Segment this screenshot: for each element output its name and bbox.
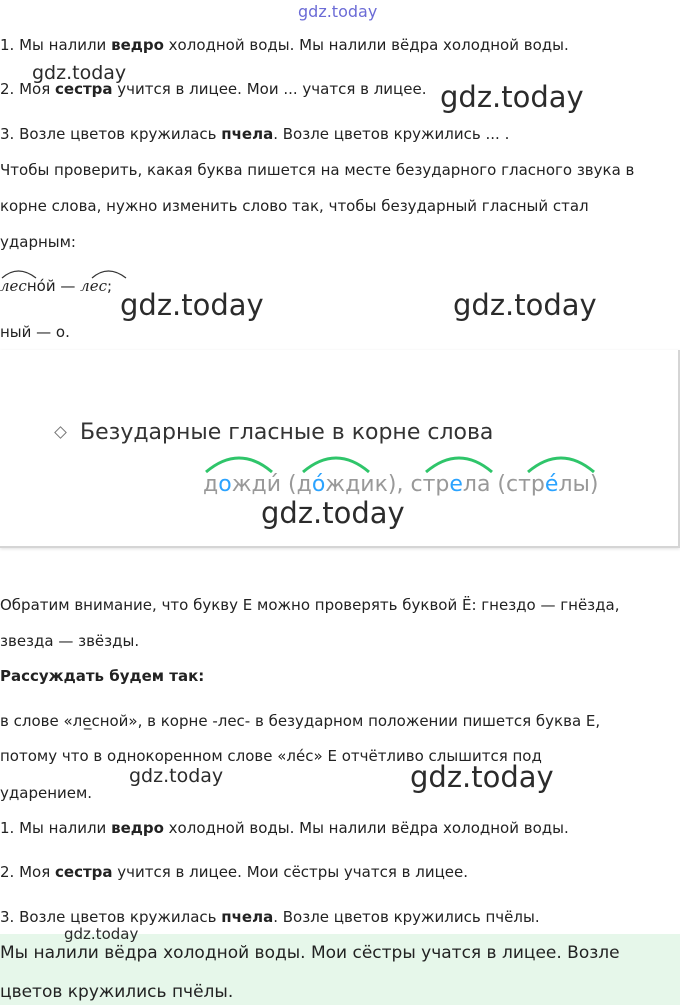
reason-line: потому что в однокоренном слове «ле́с» Е отчётливо слышится под	[0, 747, 542, 765]
watermark: gdz.today	[120, 288, 264, 322]
reason-line: ударением.	[0, 784, 93, 802]
rule-text-line: Чтобы проверить, какая буква пишется на месте безударного гласного звука в	[0, 161, 635, 179]
root-word: лес	[80, 277, 107, 295]
watermark: gdz.today	[410, 760, 554, 794]
exercise-item-3: 3. Возле цветов кружилась пчела. Возле цветов кружились ... .	[0, 125, 510, 143]
watermark: gdz.today	[453, 288, 597, 322]
rule-text-line: корне слова, нужно изменить слово так, чтобы безударный гласный стал	[0, 197, 589, 215]
rule-text-line: ударным:	[0, 233, 76, 251]
root-example: леснóй — лес;	[0, 277, 113, 295]
exercise-item-2: 2. Моя сестра учится в лицее. Мои ... учатся в лицее.	[0, 80, 427, 98]
reason-heading: Рассуждать будем так:	[0, 667, 205, 685]
diamond-bullet-icon	[54, 426, 67, 439]
answer-line: Мы налили вёдра холодной воды. Мои сёстры учатся в лицее. Возле	[0, 943, 620, 963]
answer-line: цветов кружились пчёлы.	[0, 982, 234, 1002]
watermark: gdz.today	[64, 925, 139, 943]
root-word: лес	[0, 277, 27, 295]
card-title: Безударные гласные в корне слова	[80, 420, 494, 445]
note-line: Обратим внимание, что букву Е можно проверять буквой Ё: гнездо — гнёзда,	[0, 596, 620, 614]
watermark: gdz.today	[440, 80, 584, 114]
exercise-item-2: 2. Моя сестра учится в лицее. Мои сёстры учатся в лицее.	[0, 863, 469, 881]
watermark: gdz.today	[261, 496, 405, 530]
reason-line: в слове «ле̲сной», в корне -лес- в безударном положении пишется буква Е,	[0, 712, 601, 730]
note-line: звезда — звёзды.	[0, 632, 140, 650]
watermark: gdz.today	[129, 765, 224, 787]
exercise-item-1: 1. Мы налили ведро холодной воды. Мы налили вёдра холодной воды.	[0, 819, 569, 837]
watermark: gdz.today	[32, 62, 127, 84]
exercise-item-1: 1. Мы налили ведро холодной воды. Мы налили вёдра холодной воды.	[0, 36, 569, 54]
card-examples: дожди́ (до́ждик), стрела (стре́лы)	[203, 472, 599, 497]
exercise-item-3: 3. Возле цветов кружилась пчела. Возле цветов кружились пчёлы.	[0, 908, 540, 926]
watermark-top: gdz.today	[298, 2, 378, 21]
tail-text: ный — о.	[0, 323, 70, 341]
